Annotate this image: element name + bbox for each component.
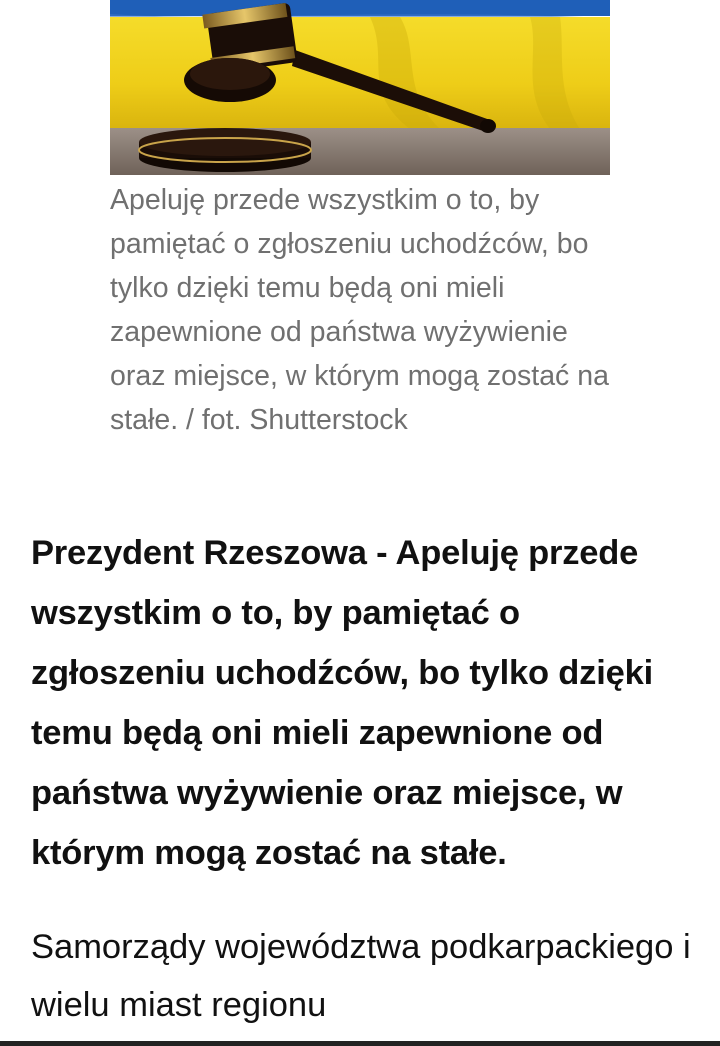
gavel-flag-illustration — [110, 0, 610, 175]
article-lead: Prezydent Rzeszowa - Apeluję przede wszystkim o to, by pamiętać o zgłoszeniu uchodźców, bo tylko dzięki temu będą oni mieli zapewnione od państwa wyżywienie oraz miejsce, w którym mogą zostać na stałe. — [31, 534, 653, 872]
article-body-paragraph: Samorządy województwa podkarpackiego i wielu miast regionu — [31, 928, 691, 1024]
article-image[interactable] — [110, 0, 610, 175]
image-caption: Apeluję przede wszystkim o to, by pamiętać o zgłoszeniu uchodźców, bo tylko dzięki temu będą oni mieli zapewnione od państwa wyżywienie oraz miejsce, w którym mogą zostać na stałe. / fot. Shutterstock — [110, 184, 609, 436]
bottom-divider — [0, 1041, 720, 1046]
flag-blue-stripe — [110, 0, 610, 16]
